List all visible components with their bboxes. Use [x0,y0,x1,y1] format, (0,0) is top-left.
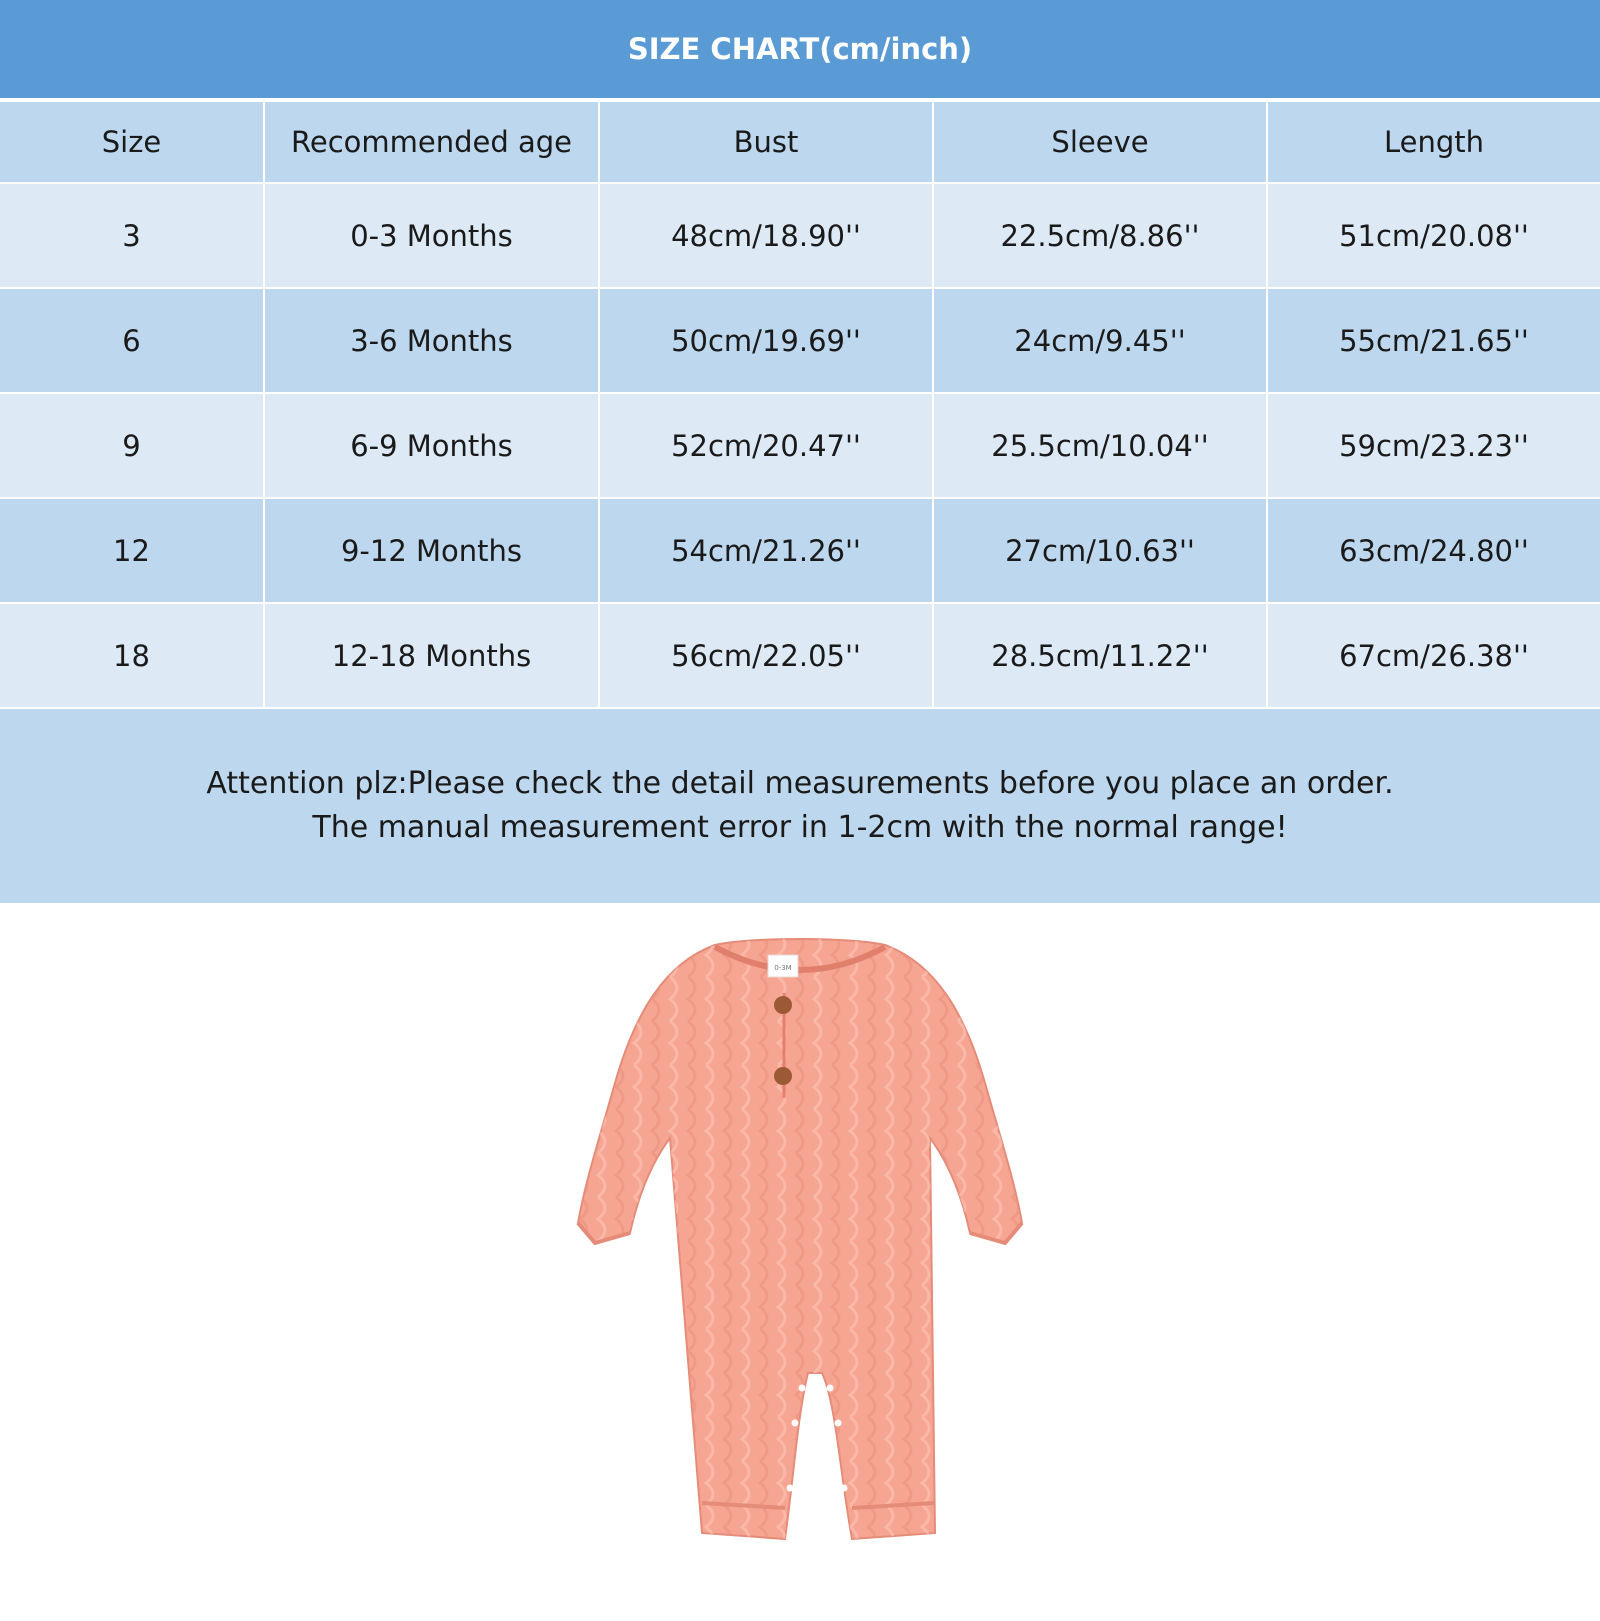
header-sleeve: Sleeve [934,102,1268,182]
length-cell: 55cm/21.65'' [1268,287,1600,392]
header-length: Length [1268,102,1600,182]
size-cell: 3 [0,182,265,287]
header-recommended-age: Recommended age [265,102,600,182]
bust-cell: 52cm/20.47'' [600,392,934,497]
sleeve-cell: 27cm/10.63'' [934,497,1268,602]
age-cell: 3-6 Months [265,287,600,392]
notice-line-2: The manual measurement error in 1-2cm with the normal range! [312,810,1288,845]
notice-line-1: Attention plz:Please check the detail measurements before you place an order. [206,766,1394,801]
size-cell: 6 [0,287,265,392]
length-cell: 51cm/20.08'' [1268,182,1600,287]
pink-knit-romper-image [540,933,1060,1573]
bust-cell: 56cm/22.05'' [600,602,934,707]
length-cell: 67cm/26.38'' [1268,602,1600,707]
age-cell: 0-3 Months [265,182,600,287]
size-table [0,102,1600,707]
header-size: Size [0,102,265,182]
measurement-notice [0,707,1600,903]
sleeve-cell: 22.5cm/8.86'' [934,182,1268,287]
button-1 [774,996,792,1014]
bust-cell: 54cm/21.26'' [600,497,934,602]
size-chart-title: SIZE CHART(cm/inch) [0,0,1600,98]
sleeve-cell: 28.5cm/11.22'' [934,602,1268,707]
bust-cell: 48cm/18.90'' [600,182,934,287]
button-2 [774,1067,792,1085]
size-cell: 12 [0,497,265,602]
bust-cell: 50cm/19.69'' [600,287,934,392]
product-photo [0,903,1600,1621]
sleeve-cell: 24cm/9.45'' [934,287,1268,392]
size-cell: 9 [0,392,265,497]
sleeve-cell: 25.5cm/10.04'' [934,392,1268,497]
age-cell: 9-12 Months [265,497,600,602]
header-bust: Bust [600,102,934,182]
size-cell: 18 [0,602,265,707]
length-cell: 59cm/23.23'' [1268,392,1600,497]
size-tag-text: 0-3M [774,964,792,972]
age-cell: 12-18 Months [265,602,600,707]
age-cell: 6-9 Months [265,392,600,497]
length-cell: 63cm/24.80'' [1268,497,1600,602]
